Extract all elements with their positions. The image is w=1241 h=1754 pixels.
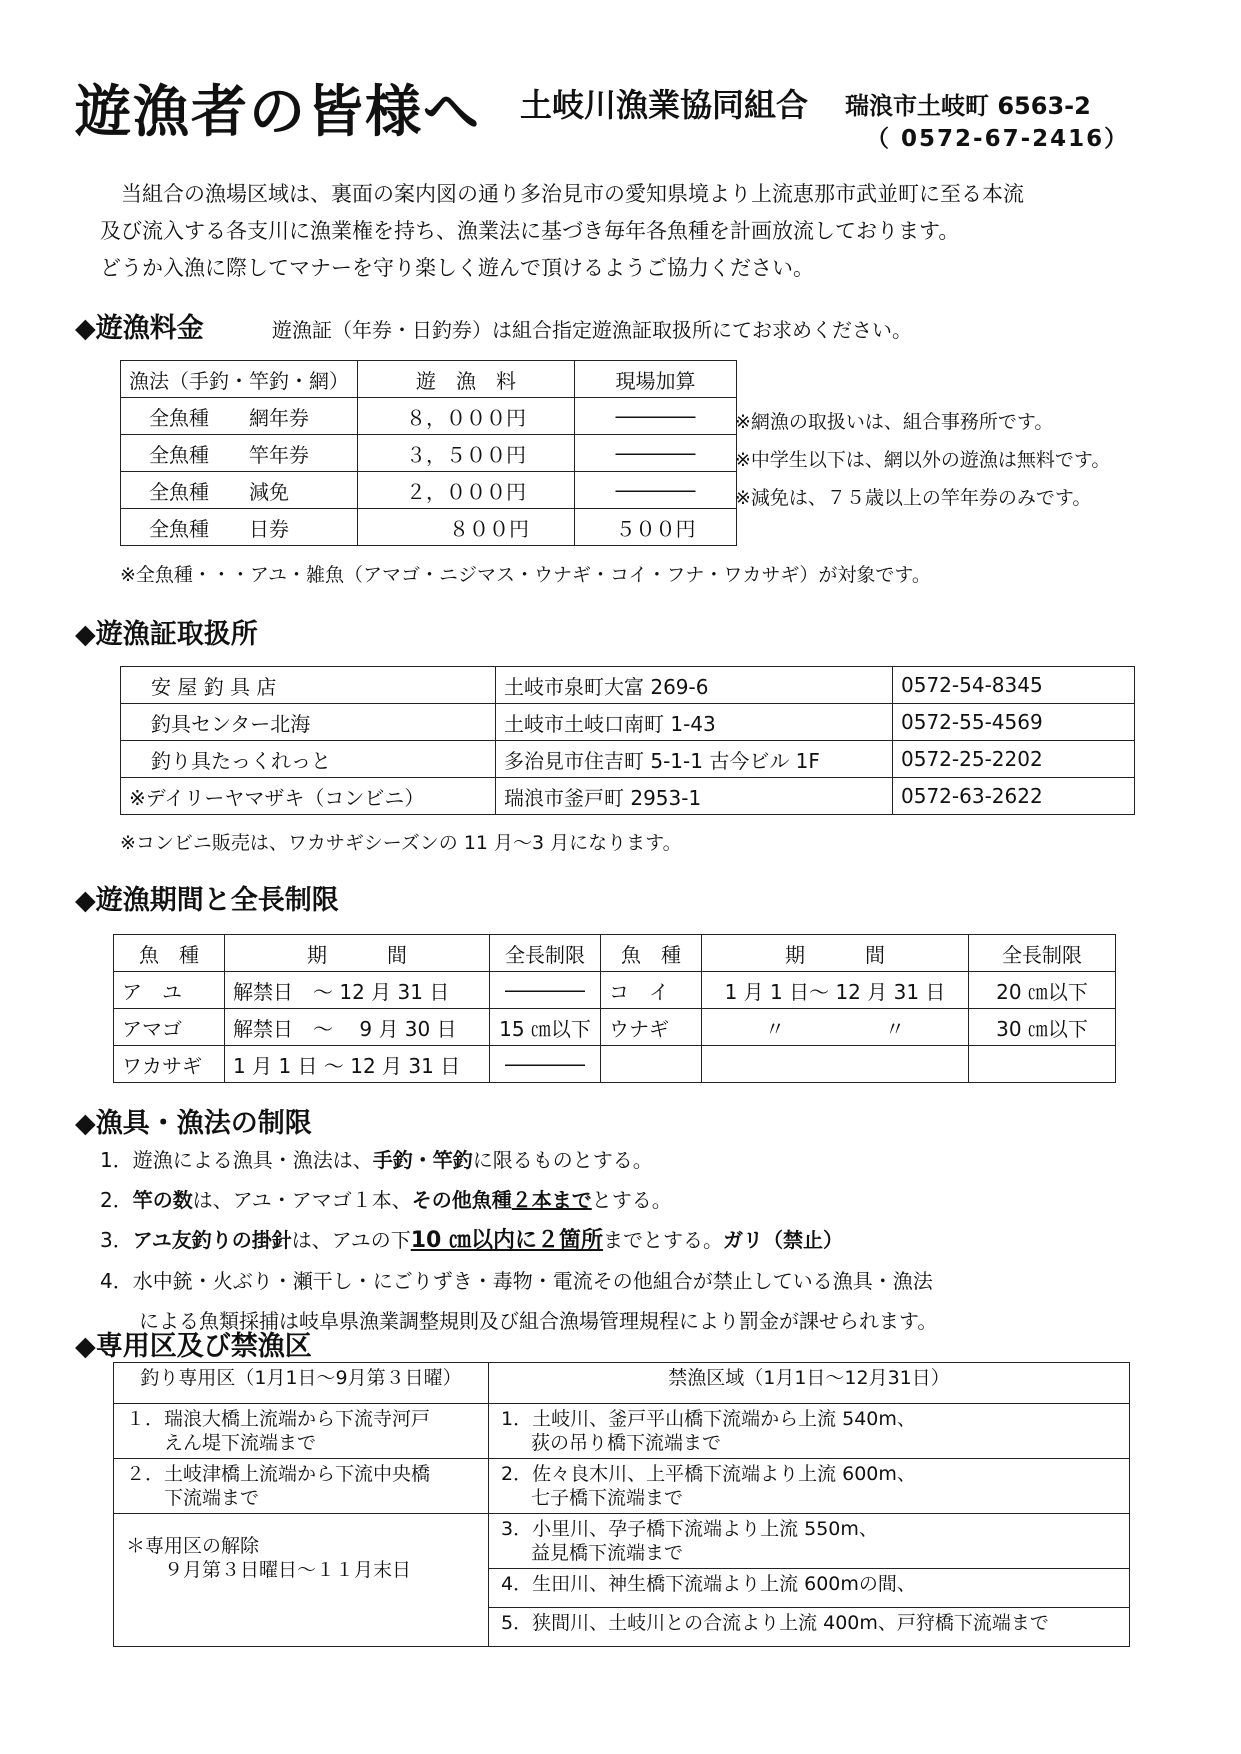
table-row [121,398,737,435]
fee-amount: ２，０００円 [358,472,575,509]
fees-subtitle: 遊漁証（年券・日釣券）は組合指定遊漁証取扱所にてお求めください。 [272,318,912,342]
season-cell: ワカサギ [114,1046,225,1083]
gear-list [100,1140,937,1341]
shops-table [120,666,1135,815]
table-row [114,1009,1116,1046]
org-address: 瑞浪市土岐町 6563-2 [845,92,1091,120]
season-cell: 〃 〃 [702,1009,969,1046]
shop-phone: 0572-63-2622 [893,778,1135,815]
list-item: 2．竿の数は、アユ・アマゴ１本、その他魚種２本までとする。 [100,1188,672,1212]
fees-footnote: ※全魚種・・・アユ・雑魚（アマゴ・ニジマス・ウナギ・コイ・フナ・ワカサギ）が対象です。 [120,564,931,586]
shop-name: 釣具センター北海 [121,704,496,741]
table-row [121,435,737,472]
season-cell: ―――― [490,1046,601,1083]
list-item-continued: による魚類採捕は岐阜県漁業調整規則及び組合漁場管理規程により罰金が課せられます。 [139,1309,938,1333]
table-row [114,972,1116,1009]
season-cell: 30 ㎝以下 [969,1009,1116,1046]
fee-amount: ８００円 [358,509,575,546]
table-row [121,778,1135,815]
table-row [121,741,1135,778]
season-header: 全長制限 [969,935,1116,972]
zones-right-header: 禁漁区域（1月1日～12月31日） [489,1363,1130,1404]
intro-line: どうか入漁に際してマナーを守り楽しく遊んで頂けるようご協力ください。 [100,256,814,280]
season-cell [702,1046,969,1083]
zone-right-item: 4．生田川、神生橋下流端より上流 600mの間、 [489,1569,1130,1608]
zone-left-item: ２．土岐津橋上流端から下流中央橋 下流端まで [114,1459,489,1514]
season-heading: ◆遊漁期間と全長制限 [75,885,339,916]
season-header: 期 間 [702,935,969,972]
fees-header: 漁法（手釣・竿釣・網） [121,361,358,398]
table-row [114,1404,1130,1459]
table-row [114,1046,1116,1083]
shop-name: ※デイリーヤマザキ（コンビニ） [121,778,496,815]
fee-amount: ８，０００円 [358,398,575,435]
zone-release-note: ＊専用区の解除 ９月第３日曜日～１１月末日 [114,1514,489,1647]
shop-phone: 0572-54-8345 [893,667,1135,704]
season-cell: ウナギ [601,1009,702,1046]
org-phone: （ 0572-67-2416） [866,126,1130,152]
table-row [121,667,1135,704]
fee-note: ※中学生以下は、網以外の遊漁は無料です。 [735,449,1111,471]
season-cell [969,1046,1116,1083]
season-cell: 解禁日 ～ 9 月 30 日 [225,1009,490,1046]
fee-note: ※網漁の取扱いは、組合事務所です。 [735,411,1054,433]
zones-heading: ◆専用区及び禁漁区 [75,1331,312,1362]
season-cell: 解禁日 ～ 12 月 31 日 [225,972,490,1009]
zone-right-item: 5．狭間川、土岐川との合流より上流 400m、戸狩橋下流端まで [489,1608,1130,1647]
season-cell: 1 月 1 日 ～ 12 月 31 日 [225,1046,490,1083]
shop-address: 瑞浪市釜戸町 2953-1 [496,778,893,815]
fees-heading: ◆遊漁料金 [75,313,204,344]
table-row [114,1514,1130,1569]
zone-left-item: １．瑞浪大橋上流端から下流寺河戸 えん堤下流端まで [114,1404,489,1459]
fee-extra: ―――― [575,472,737,509]
list-item: 3．アユ友釣りの掛針は、アユの下10 ㎝以内に２箇所までとする。ガリ（禁止） [100,1228,844,1253]
season-cell: 15 ㎝以下 [490,1009,601,1046]
zone-right-item: 2．佐々良木川、上平橋下流端より上流 600m、 七子橋下流端まで [489,1459,1130,1514]
intro-text [100,176,1120,287]
gear-heading: ◆漁具・漁法の制限 [75,1108,312,1139]
fee-note: ※減免は、７５歳以上の竿年券のみです。 [735,487,1092,509]
shop-address: 土岐市土岐口南町 1-43 [496,704,893,741]
season-cell: 1 月 1 日～ 12 月 31 日 [702,972,969,1009]
season-cell: ―――― [490,972,601,1009]
season-header: 魚 種 [114,935,225,972]
season-header: 期 間 [225,935,490,972]
shop-name: 釣り具たっくれっと [121,741,496,778]
fee-extra: ―――― [575,398,737,435]
table-row [121,472,737,509]
org-name: 土岐川漁業協同組合 [520,86,809,124]
zone-right-item: 3．小里川、孕子橋下流端より上流 550m、 益見橋下流端まで [489,1514,1130,1569]
season-header: 全長制限 [490,935,601,972]
fees-header: 遊 漁 料 [358,361,575,398]
list-item: 1．遊漁による漁具・漁法は、手釣・竿釣に限るものとする。 [100,1148,653,1172]
season-cell: ア ユ [114,972,225,1009]
shop-phone: 0572-55-4569 [893,704,1135,741]
fee-method: 全魚種 網年券 [121,398,358,435]
shop-address: 土岐市泉町大富 269-6 [496,667,893,704]
fee-method: 全魚種 減免 [121,472,358,509]
shops-footnote: ※コンビニ販売は、ワカサギシーズンの 11 月～3 月になります。 [120,832,682,854]
intro-line: 及び流入する各支川に漁業権を持ち、漁業法に基づき毎年各魚種を計画放流しております。 [100,219,960,243]
season-cell: アマゴ [114,1009,225,1046]
fees-side-notes [735,403,1110,517]
shops-heading: ◆遊漁証取扱所 [75,619,258,650]
fee-extra: ―――― [575,435,737,472]
zones-table [113,1362,1130,1647]
season-table [113,934,1116,1083]
fee-method: 全魚種 日券 [121,509,358,546]
list-item: 4．水中銃・火ぶり・瀬干し・にごりずき・毒物・電流その他組合が禁止している漁具・漁法 [100,1269,933,1293]
season-cell [601,1046,702,1083]
season-cell: 20 ㎝以下 [969,972,1116,1009]
table-row [114,1459,1130,1514]
page-title: 遊漁者の皆様へ [75,80,481,145]
fees-header: 現場加算 [575,361,737,398]
zones-left-header: 釣り専用区（1月1日～9月第３日曜） [114,1363,489,1404]
intro-line: 当組合の漁場区域は、裏面の案内図の通り多治見市の愛知県境より上流恵那市武並町に至る本流 [121,182,1024,206]
fee-method: 全魚種 竿年券 [121,435,358,472]
fee-amount: ３，５００円 [358,435,575,472]
shop-name: 安 屋 釣 具 店 [121,667,496,704]
shop-address: 多治見市住吉町 5-1-1 古今ビル 1F [496,741,893,778]
table-row [121,509,737,546]
season-header: 魚 種 [601,935,702,972]
fees-table [120,360,737,546]
table-row [121,704,1135,741]
zone-right-item: 1．土岐川、釜戸平山橋下流端から上流 540m、 荻の吊り橋下流端まで [489,1404,1130,1459]
shop-phone: 0572-25-2202 [893,741,1135,778]
season-cell: コ イ [601,972,702,1009]
fee-extra: ５００円 [575,509,737,546]
